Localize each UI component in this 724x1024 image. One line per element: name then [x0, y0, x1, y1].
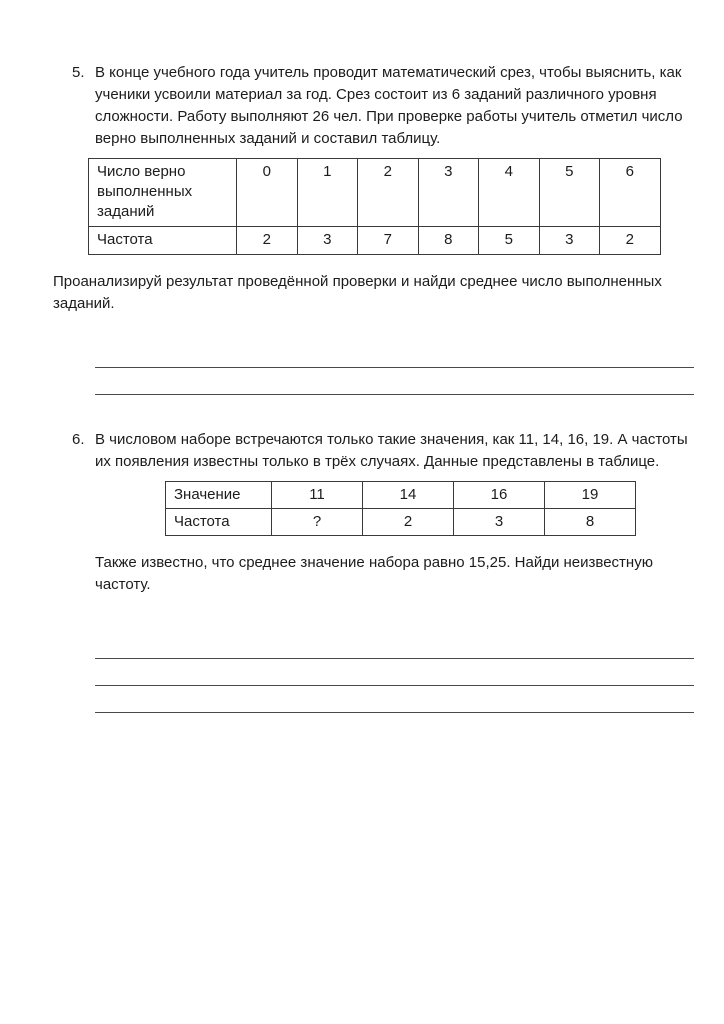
problem-5-table [88, 158, 661, 255]
table-cell: 8 [545, 509, 636, 536]
table-cell: 2 [237, 227, 298, 255]
problem-5-head [53, 62, 694, 150]
problem-6-question: Также известно, что среднее значение набора равно 15,25. Найди неизвестную частоту. [95, 554, 653, 593]
table-cell: 3 [297, 227, 358, 255]
table-cell: 5 [539, 159, 600, 227]
problem-5-question: Проанализируй результат проведённой проверки и найди среднее число выполненных заданий. [53, 273, 662, 312]
row-label: Частота [89, 227, 237, 255]
table-cell: 14 [363, 482, 454, 509]
problem-5-number: 5. [72, 64, 85, 81]
answer-line [95, 659, 694, 686]
problem-5-text: В конце учебного года учитель проводит математический срез, чтобы выяснить, как ученики усвоили материал за год. Срез состоит из 6 заданий различного уровня сложности. Работу выполняют 26 чел. При проверке работы учитель отметил число верно выполненных заданий и составил таблицу. [95, 64, 683, 147]
table-cell: ? [272, 509, 363, 536]
table-cell: 4 [479, 159, 540, 227]
problem-6 [53, 429, 694, 713]
table-row [166, 509, 636, 536]
answer-line [95, 686, 694, 713]
table-row [166, 482, 636, 509]
problem-6-number: 6. [72, 431, 85, 448]
table-cell: 16 [454, 482, 545, 509]
table-cell: 5 [479, 227, 540, 255]
table-row [89, 159, 661, 227]
problem-6-head [53, 429, 694, 473]
problem-5 [53, 62, 694, 395]
table-cell: 8 [418, 227, 479, 255]
row-label: Частота [166, 509, 272, 536]
table-cell: 1 [297, 159, 358, 227]
problem-6-text: В числовом наборе встречаются только такие значения, как 11, 14, 16, 19. А частоты их появления известны только в трёх случаях. Данные представлены в таблице. [95, 431, 688, 470]
table-row [89, 227, 661, 255]
answer-line [95, 368, 694, 395]
table-cell: 7 [358, 227, 419, 255]
problem-5-answer-lines [95, 341, 694, 395]
table-cell: 6 [600, 159, 661, 227]
table-cell: 3 [454, 509, 545, 536]
table-cell: 19 [545, 482, 636, 509]
table-cell: 11 [272, 482, 363, 509]
problem-6-answer-lines [95, 632, 694, 713]
table-cell: 2 [358, 159, 419, 227]
table-cell: 3 [539, 227, 600, 255]
row-label: Число верно выполненных заданий [89, 159, 237, 227]
table-cell: 2 [600, 227, 661, 255]
problem-6-table [165, 481, 636, 536]
table-cell: 3 [418, 159, 479, 227]
answer-line [95, 341, 694, 368]
table-cell: 2 [363, 509, 454, 536]
row-label: Значение [166, 482, 272, 509]
answer-line [95, 632, 694, 659]
table-cell: 0 [237, 159, 298, 227]
